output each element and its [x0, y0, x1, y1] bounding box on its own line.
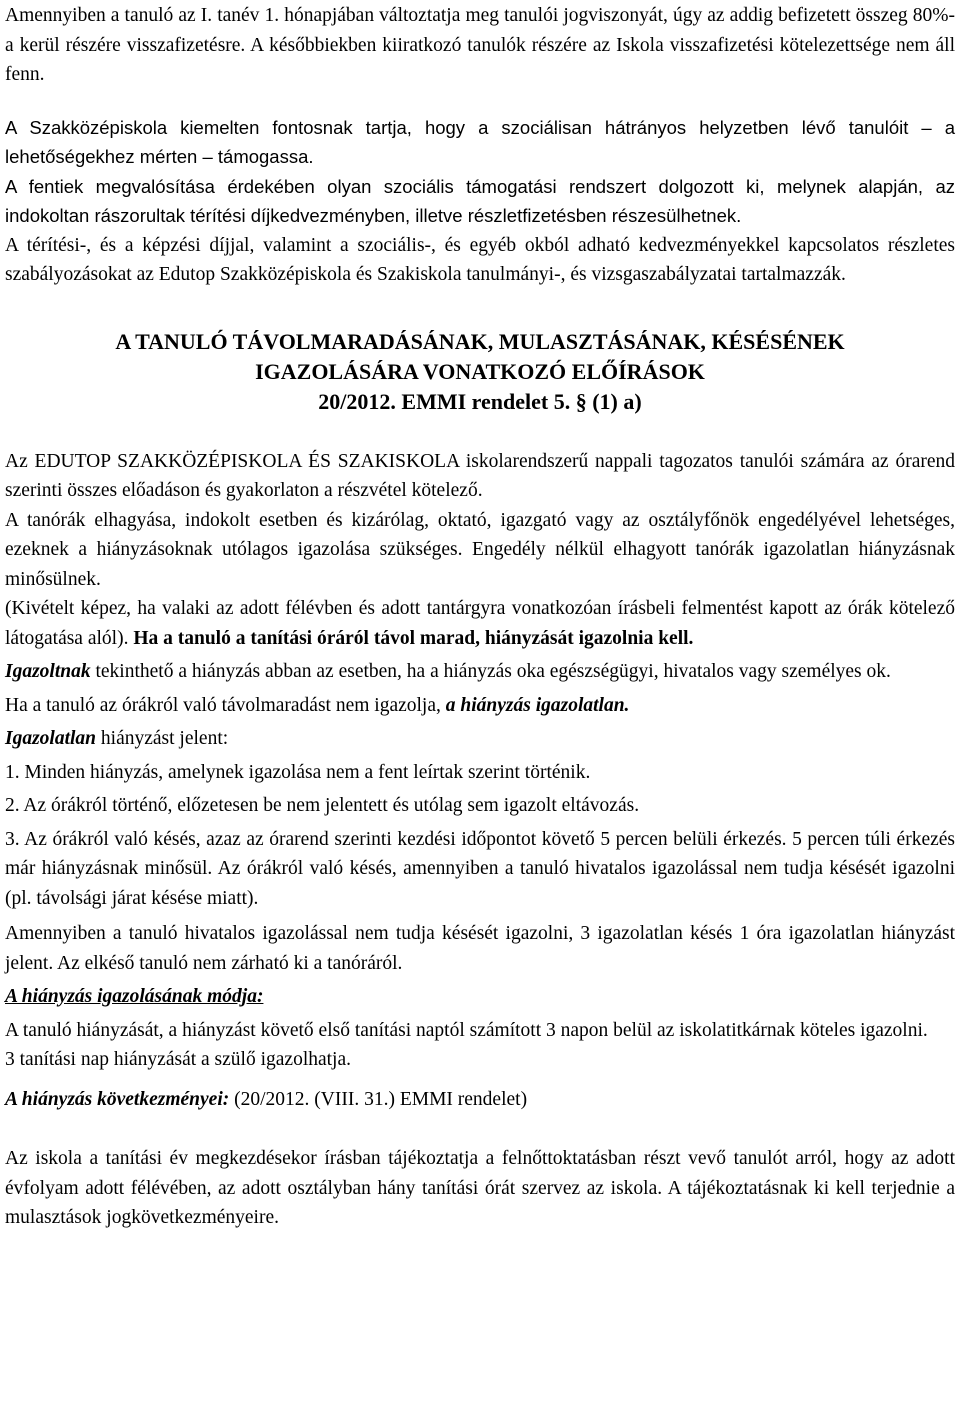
heading-line-1: A TANULÓ TÁVOLMARADÁSÁNAK, MULASZTÁSÁNAK, KÉSÉSÉNEK	[115, 328, 845, 354]
absence-must-justify-text: Ha a tanuló a tanítási óráról távol marad, hiányzását igazolnia kell.	[133, 627, 694, 649]
unjustified-rule-text: Ha a tanuló az órákról való távolmaradást nem igazolja,	[5, 694, 446, 716]
exemption-paragraph	[5, 594, 955, 653]
justified-definition-paragraph	[5, 657, 955, 687]
unjustified-intro-paragraph	[5, 724, 955, 754]
refund-paragraph: Amennyiben a tanuló az I. tanév 1. hónapjában változtatja meg tanulói jogviszonyát, úgy az addig befizetett összeg 80%-a kerül részére visszafizetésre. A későbbiekben kiiratkozó tanulók részére az Iskola visszafizetési kötelezettsége nem áll fenn.	[5, 5, 955, 85]
list-item: 3. Az órákról való késés, azaz az órarend szerinti kezdési időpontot követő 5 percen belüli érkezés. 5 percen túli érkezés már hiányzásnak minősül. Az órákról való késés, amennyiben a tanuló hivatalos igazolással nem tudja késését igazolni (pl. távolsági járat késése miatt).	[5, 828, 955, 909]
late-arrival-paragraph: Amennyiben a tanuló hivatalos igazolással nem tudja késését igazolni, 3 igazolatlan késés 1 óra igazolatlan hiányzást jelent. Az elkéső tanuló nem zárható ki a tanóráról.	[5, 923, 955, 974]
social-support-paragraph: A Szakközépiskola kiemelten fontosnak tartja, hogy a szociálisan hátrányos helyzetben lévő tanulóit – a lehetőségekhez mérten – támogassa.	[5, 116, 955, 167]
consequences-reference: (20/2012. (VIII. 31.) EMMI rendelet)	[229, 1088, 528, 1110]
justification-method-subheading: A hiányzás igazolásának módja:	[5, 986, 264, 1007]
regulations-paragraph: A térítési-, és a képzési díjjal, valamint a szociális-, és egyéb okból adható kedvezményekkel kapcsolatos részletes szabályozásokat az Edutop Szakközépiskola és Szakiskola tanulmányi-, és vizsgaszabályzatai tartalmazzák.	[5, 234, 955, 285]
unjustified-intro-text: hiányzást jelent:	[96, 728, 229, 749]
parent-justification-paragraph: 3 tanítási nap hiányzását a szülő igazolhatja.	[5, 1049, 352, 1070]
attendance-mandatory-paragraph: Az EDUTOP SZAKKÖZÉPISKOLA ÉS SZAKISKOLA iskolarendszerű nappali tagozatos tanulói számára az órarend szerinti összes előadáson és gyakorlaton a részvétel kötelező.	[5, 450, 955, 501]
unjustified-rule-paragraph	[5, 691, 955, 721]
consequences-term: A hiányzás következményei:	[5, 1088, 230, 1110]
document-page	[0, 1, 960, 1421]
justified-definition-text: tekinthető a hiányzás abban az esetben, ha a hiányzás oka egészségügyi, hivatalos vagy személyes ok.	[90, 661, 891, 682]
heading-line-2: IGAZOLÁSÁRA VONATKOZÓ ELŐÍRÁSOK	[255, 358, 705, 384]
consequences-subheading	[5, 1085, 955, 1115]
justified-term: Igazoltnak	[5, 661, 91, 682]
information-paragraph: Az iskola a tanítási év megkezdésekor írásban tájékoztatja a felnőttoktatásban részt vevő tanulót arról, hogy az adott évfolyam adott félévében, az adott osztályban hány tanítási órát szervez az iskola. A tájékoztatásnak ki kell terjednie a mulasztások jogkövetkezményeire.	[5, 1148, 955, 1228]
unjustified-term: Igazolatlan	[5, 728, 97, 749]
support-system-paragraph: A fentiek megvalósítása érdekében olyan szociális támogatási rendszert dolgozott ki, melynek alapján, az indokoltan rászorultak térítési díjkedvezményben, illetve részletfizetésben részesülhetnek.	[5, 175, 955, 226]
list-item: 2. Az órákról történő, előzetesen be nem jelentett és utólag sem igazolt eltávozás.	[5, 795, 640, 816]
exemption-text: (Kivételt képez, ha valaki az adott félévben és adott tantárgyra vonatkozóan írásbeli felmentést kapott az órák kötelező látogatása alól).	[5, 598, 955, 649]
heading-line-3: 20/2012. EMMI rendelet 5. § (1) a)	[318, 388, 642, 414]
justification-deadline-paragraph: A tanuló hiányzását, a hiányzást követő első tanítási naptól számított 3 napon belül az iskolatitkárnak köteles igazolni.	[5, 1019, 928, 1041]
list-item: 1. Minden hiányzás, amelynek igazolása nem a fent leírtak szerint történik.	[5, 761, 591, 783]
unjustified-conclusion: a hiányzás igazolatlan.	[445, 694, 630, 716]
leaving-class-paragraph: A tanórák elhagyása, indokolt esetben és kizárólag, oktató, igazgató vagy az osztályfőnök engedélyével lehetséges, ezeknek a hiányzásoknak utólagos igazolása szükséges. Engedély nélkül elhagyott tanórák igazolatlan hiányzásnak minősülnek.	[5, 509, 955, 590]
section-heading	[5, 327, 955, 417]
